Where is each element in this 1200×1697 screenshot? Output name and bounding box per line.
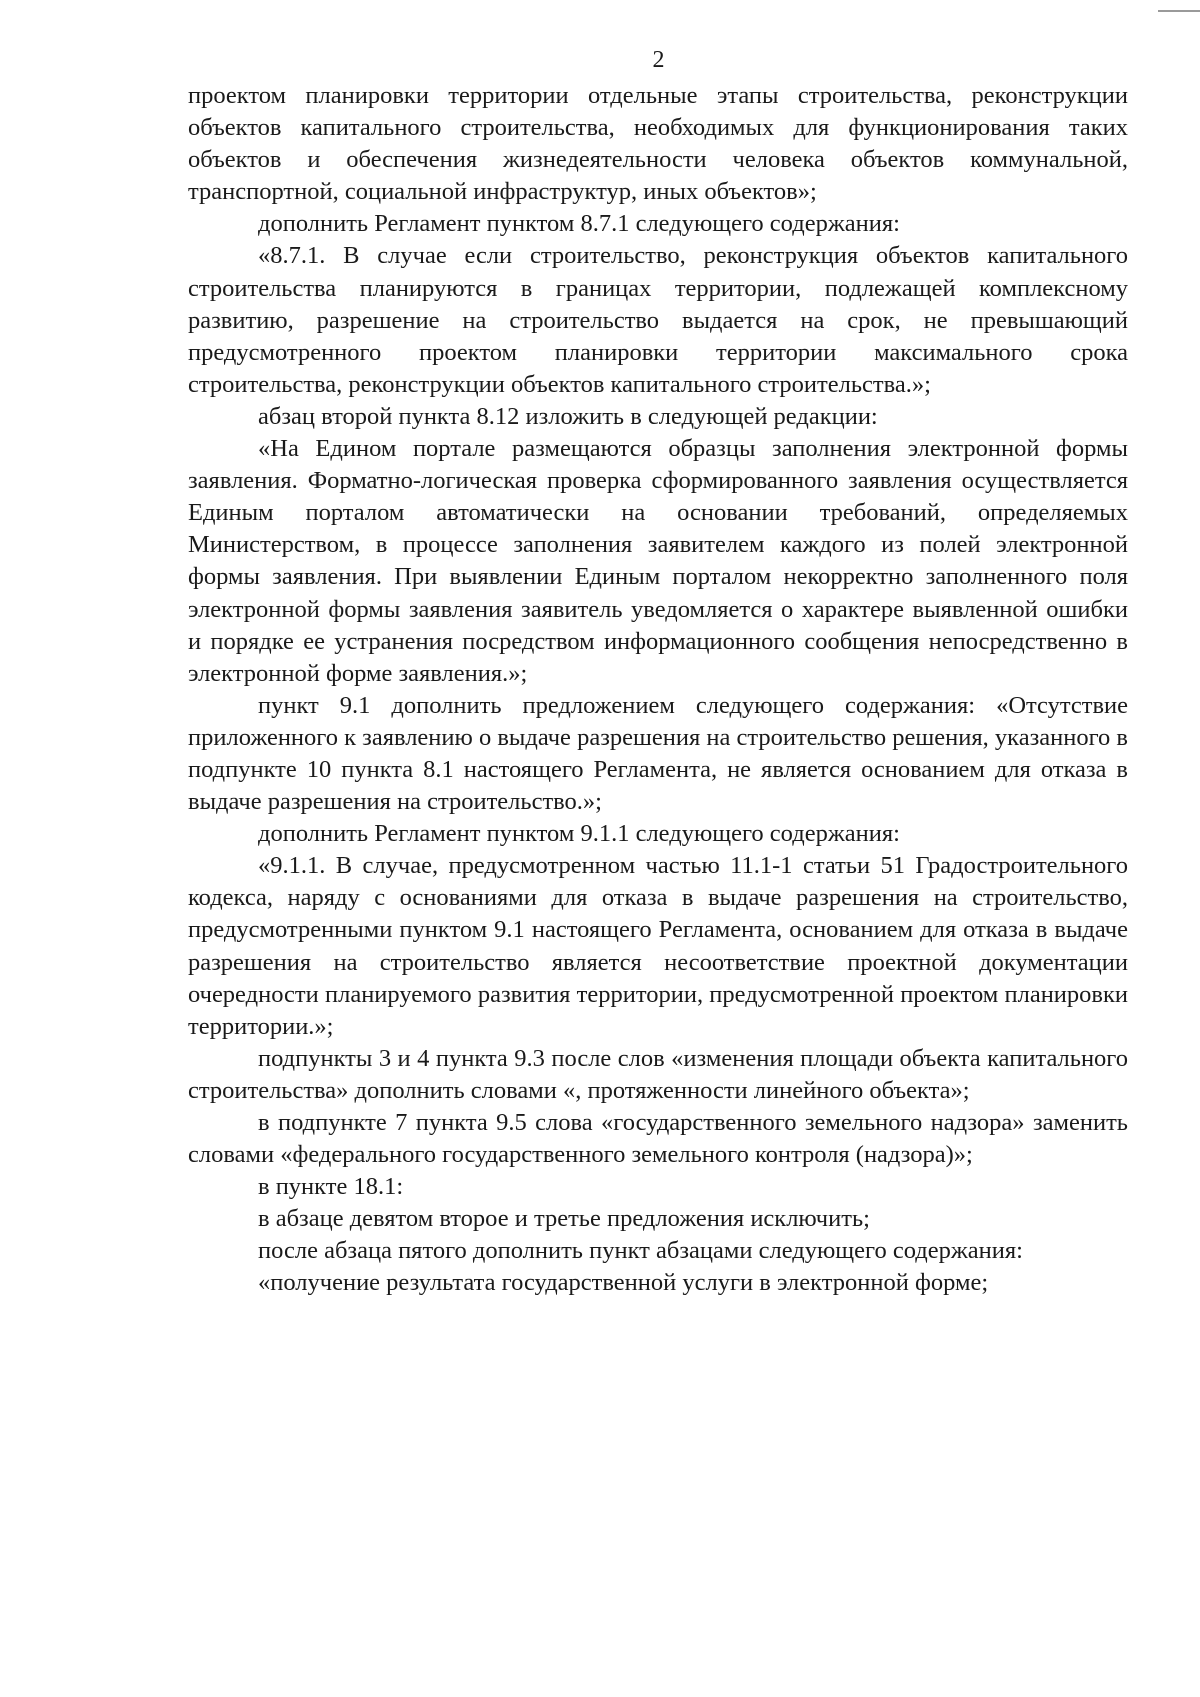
paragraph-18-1-fifth: после абзаца пятого дополнить пункт абзацами следующего содержания:: [258, 1237, 1023, 1265]
paragraph-add-9-1-1: дополнить Регламент пунктом 9.1.1 следующего содержания:: [258, 820, 900, 848]
paragraph-8-7-1-text: «8.7.1. В случае если строительство, реконструкция объектов капитального строительства планируются в границах территории, подлежащей комплексному развитию, разрешение на строительство выдается на срок, не превышающий предусмотренного проектом планировки территории максимального срока строительства, реконструкции объектов капитального строительства.»;: [188, 242, 1128, 398]
paragraph-9-3: подпункты 3 и 4 пункта 9.3 после слов «изменения площади объекта капитального строительства» дополнить словами «, протяженности линейного объекта»;: [188, 1044, 1128, 1104]
paragraph-18-1-new: «получение результата государственной услуги в электронной форме;: [258, 1269, 989, 1297]
paragraph-continuation: проектом планировки территории отдельные этапы строительства, реконструкции объектов капитального строительства, необходимых для функционирования таких объектов и обеспечения жизнедеятельности человека объектов коммунальной, транспортной, социальной инфраструктур, иных объектов»;: [188, 82, 1128, 206]
paragraph-9-1: пункт 9.1 дополнить предложением следующего содержания: «Отсутствие приложенного к заявлению о выдаче разрешения на строительство решения, указанного в подпункте 10 пункта 8.1 настоящего Регламента, не является основанием для отказа в выдаче разрешения на строительство.»;: [188, 691, 1128, 816]
document-body: [188, 80, 1128, 1300]
paragraph-9-1-1-text: «9.1.1. В случае, предусмотренном частью 11.1-1 статьи 51 Градостроительного кодекса, наряду с основаниями для отказа в выдаче разрешения на строительство, предусмотренными пунктом 9.1 настоящего Регламента, основанием для отказа в выдаче разрешения на строительство является несоответствие проектной документации очередности планируемого развития территории, предусмотренной проектом планировки территории.»;: [188, 852, 1128, 1040]
page-number: 2: [652, 47, 665, 73]
paragraph-add-8-7-1: дополнить Регламент пунктом 8.7.1 следующего содержания:: [258, 210, 900, 238]
scan-edge-mark: [1158, 0, 1200, 12]
paragraph-9-5: в подпункте 7 пункта 9.5 слова «государственного земельного надзора» заменить словами «федерального государственного земельного контроля (надзора)»;: [188, 1109, 1128, 1169]
paragraph-8-12-intro: абзац второй пункта 8.12 изложить в следующей редакции:: [258, 402, 878, 430]
paragraph-18-1-ninth: в абзаце девятом второе и третье предложения исключить;: [258, 1205, 870, 1233]
paragraph-8-12-text: «На Едином портале размещаются образцы заполнения электронной формы заявления. Форматно-логическая проверка сформированного заявления осуществляется Единым порталом автоматически на основании требований, определяемых Министерством, в процессе заполнения заявителем каждого из полей электронной формы заявления. При выявлении Единым порталом некорректно заполненного поля электронной формы заявления заявитель уведомляется о характере выявленной ошибки и порядке ее устранения посредством информационного сообщения непосредственно в электронной форме заявления.»;: [188, 435, 1128, 687]
paragraph-18-1: в пункте 18.1:: [258, 1173, 404, 1201]
